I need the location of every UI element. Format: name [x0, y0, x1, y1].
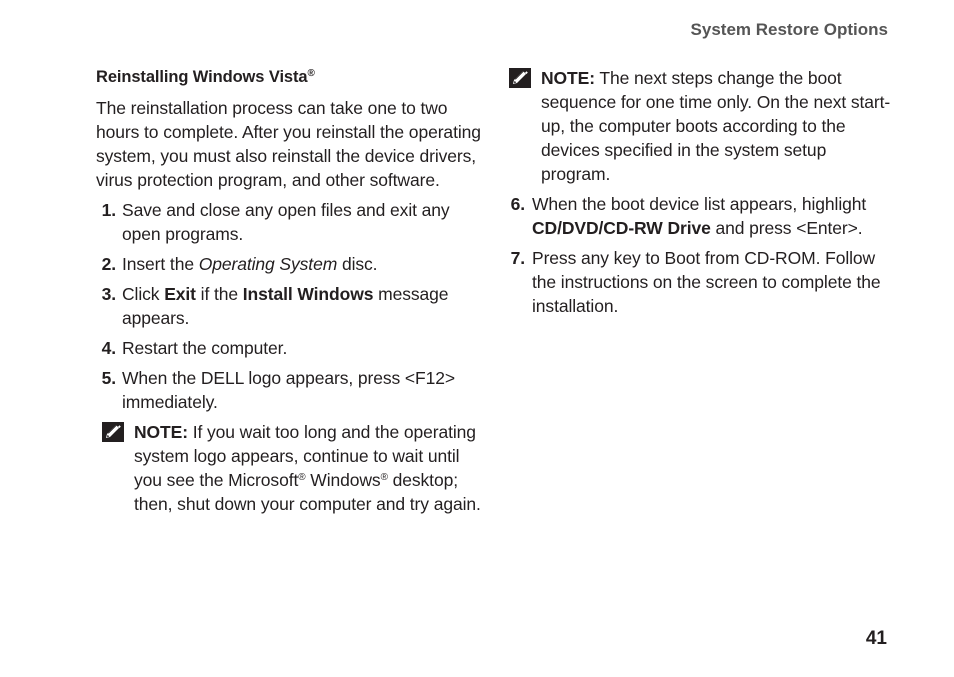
section-heading	[96, 66, 486, 88]
note-label: NOTE:	[541, 68, 595, 88]
note-text-part: If you wait too long and the operating system logo appears, continue to wait until you see the Microsoft	[134, 422, 476, 490]
drive-term: CD/DVD/CD-RW Drive	[532, 218, 711, 238]
step-1	[96, 198, 486, 246]
note-pencil-icon	[509, 68, 531, 88]
step-text: When the DELL logo appears, press <F12> immediately.	[122, 368, 456, 412]
section-heading-text: Reinstalling Windows Vista	[96, 68, 308, 86]
step-text-part: and press <Enter>.	[710, 218, 863, 238]
step-number: 6.	[510, 194, 525, 214]
step-3	[96, 282, 486, 330]
right-column	[509, 66, 899, 324]
step-text-part: if the	[195, 284, 243, 304]
step-5	[96, 366, 486, 414]
registered-mark: ®	[298, 472, 306, 483]
step-text-part: disc.	[337, 254, 378, 274]
disc-name: Operating System	[198, 254, 338, 274]
note-block	[102, 420, 486, 516]
intro-paragraph: The reinstallation process can take one to two hours to complete. After you reinstall the operating system, you must also reinstall the device drivers, virus protection program, and other software.	[96, 98, 481, 190]
note-text	[541, 66, 899, 186]
note-pencil-icon	[102, 422, 124, 442]
step-text	[532, 192, 899, 240]
step-text-part: message appears.	[122, 284, 449, 328]
step-7	[509, 246, 899, 318]
step-text	[122, 282, 486, 330]
note-block	[509, 66, 899, 186]
left-column	[96, 66, 486, 522]
step-number: 5.	[101, 368, 116, 388]
note-text-part: desktop; then, shut down your computer and try again.	[134, 470, 481, 514]
step-number: 7.	[510, 248, 525, 268]
note-label: NOTE:	[134, 422, 188, 442]
registered-mark: ®	[307, 68, 315, 79]
step-number: 2.	[101, 254, 116, 274]
step-2	[96, 252, 486, 276]
step-text: Save and close any open files and exit any open programs.	[122, 200, 450, 244]
page-number: 41	[865, 628, 887, 649]
step-4	[96, 336, 486, 360]
step-text	[122, 252, 486, 276]
step-text: Press any key to Boot from CD-ROM. Follow the instructions on the screen to complete the installation.	[532, 248, 881, 316]
step-text-part: When the boot device list appears, highlight	[532, 194, 867, 214]
running-header: System Restore Options	[690, 20, 888, 39]
step-number: 3.	[101, 284, 116, 304]
exit-term: Exit	[164, 284, 196, 304]
note-text	[134, 420, 486, 516]
step-text: Restart the computer.	[122, 338, 288, 358]
note-text-part: The next steps change the boot sequence for one time only. On the next start-up, the computer boots according to the devices specified in the system setup program.	[541, 68, 891, 184]
step-6	[509, 192, 899, 240]
registered-mark: ®	[380, 472, 388, 483]
install-windows-term: Install Windows	[242, 284, 374, 304]
step-text-part: Insert the	[122, 254, 199, 274]
note-text-part: Windows	[305, 470, 381, 490]
step-number: 1.	[101, 200, 116, 220]
step-number: 4.	[101, 338, 116, 358]
step-text-part: Click	[122, 284, 165, 304]
